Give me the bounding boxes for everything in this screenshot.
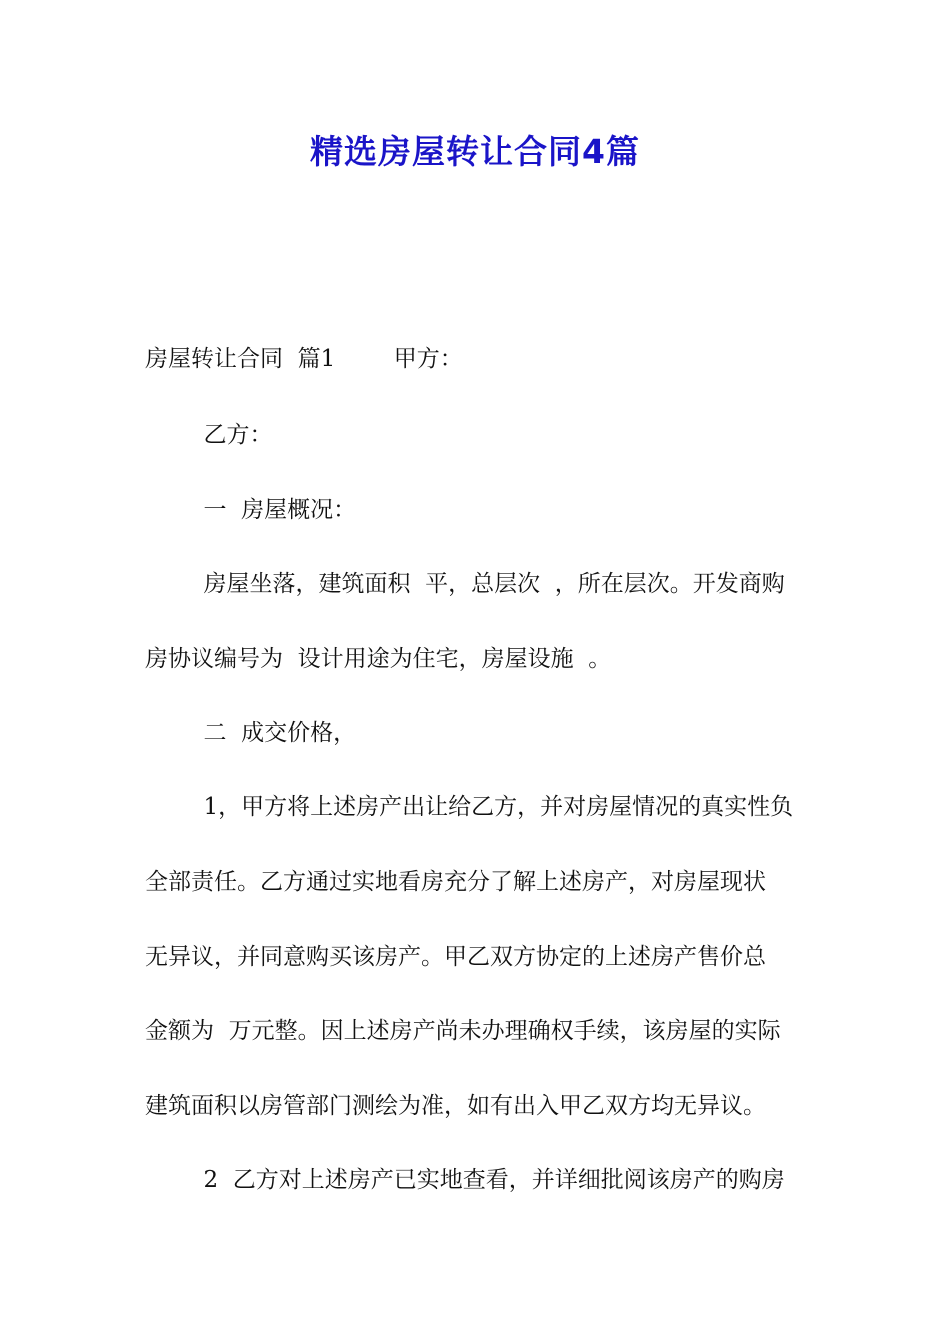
text-line: 乙方： [145, 422, 273, 448]
text-line: 建筑面积以房管部门测绘为准，如有出入甲乙双方均无异议。 [145, 1093, 766, 1119]
text-line: 1，甲方将上述房产出让给乙方，并对房屋情况的真实性负 [145, 794, 794, 820]
text-line: 一 房屋概况： [145, 497, 357, 523]
text-line: 全部责任。乙方通过实地看房充分了解上述房产，对房屋现状 [145, 869, 766, 895]
text-line: 房协议编号为 设计用途为住宅，房屋设施 。 [145, 646, 612, 672]
text-line: 房屋转让合同 篇1 甲方： [145, 346, 463, 372]
text-line: 无异议，并同意购买该房产。甲乙双方协定的上述房产售价总 [145, 944, 766, 970]
text-line: 金额为 万元整。因上述房产尚未办理确权手续，该房屋的实际 [145, 1018, 781, 1044]
text-line: 2 乙方对上述房产已实地查看，并详细批阅该房产的购房 [145, 1167, 785, 1193]
text-line: 二 成交价格， [145, 720, 357, 746]
text-line: 房屋坐落，建筑面积 平，总层次 ，所在层次。开发商购 [145, 571, 785, 597]
document-title: 精选房屋转让合同4篇 [310, 132, 640, 171]
